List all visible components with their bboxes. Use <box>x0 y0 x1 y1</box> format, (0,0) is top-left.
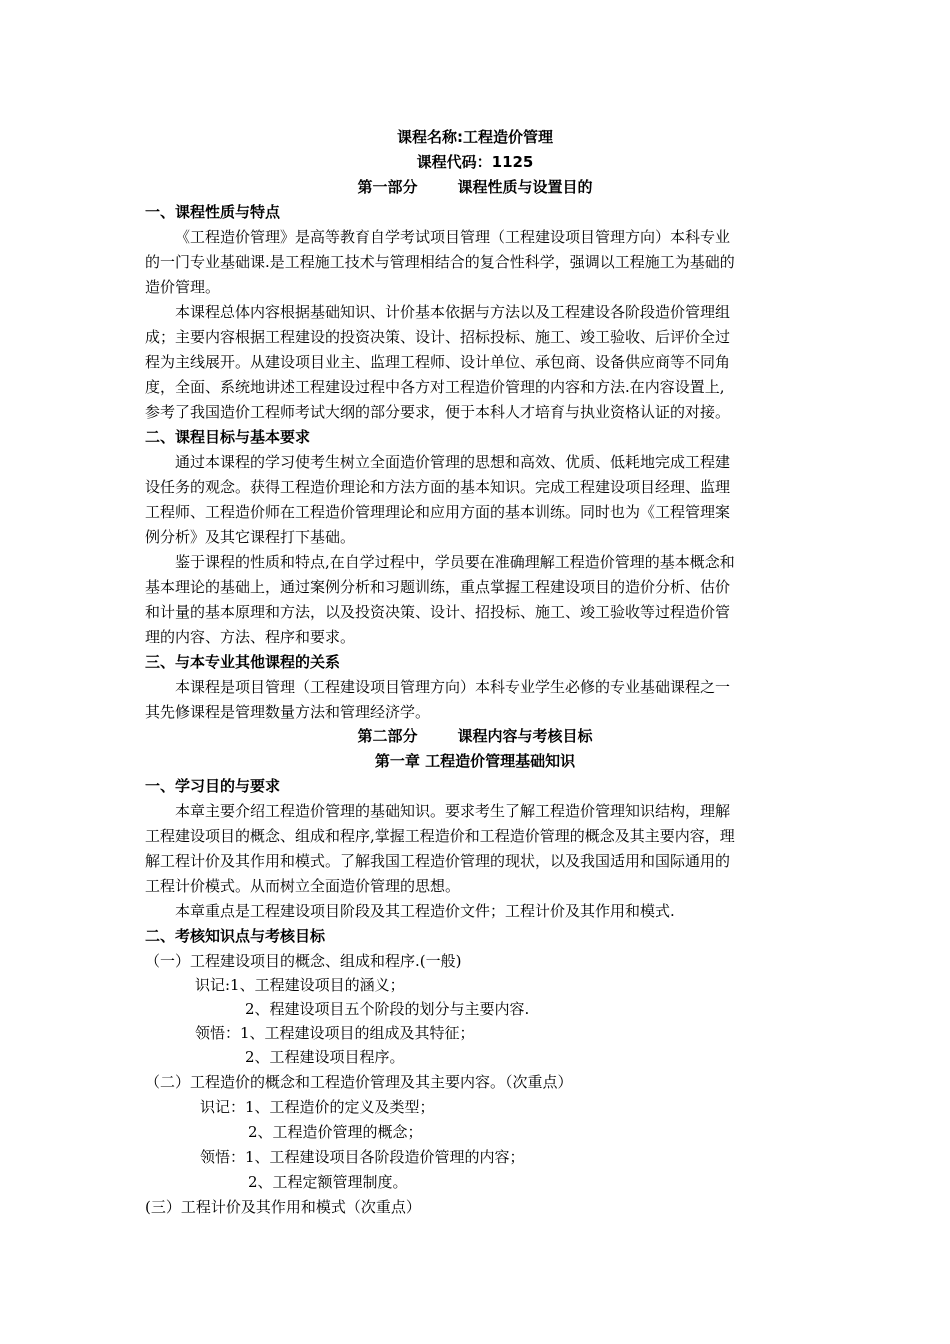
list-item: 2、工程造价管理的概念； <box>248 1123 423 1141</box>
paragraph-line: 通过本课程的学习使考生树立全面造价管理的思想和高效、优质、低耗地完成工程建 <box>175 453 731 471</box>
paragraph-line: 本章重点是工程建设项目阶段及其工程造价文件；工程计价及其作用和模式. <box>175 902 675 920</box>
list-item: 2、程建设项目五个阶段的划分与主要内容. <box>245 1000 530 1018</box>
paragraph-line: 鉴于课程的性质和特点,在自学过程中，学员要在准确理解工程造价管理的基本概念和 <box>175 553 735 571</box>
paragraph-line: 工程计价模式。从而树立全面造价管理的思想。 <box>145 877 461 895</box>
paragraph-line: 成；主要内容根据工程建设的投资决策、设计、招标投标、施工、竣工验收、后评价全过 <box>145 328 731 346</box>
paragraph-line: 《工程造价管理》是高等教育自学考试项目管理（工程建设项目管理方向）本科专业 <box>175 228 731 246</box>
part2-title <box>0 726 950 746</box>
list-item: 2、工程建设项目程序。 <box>245 1048 405 1066</box>
list-item: 领悟：1、工程建设项目各阶段造价管理的内容； <box>200 1148 525 1166</box>
paragraph-line: 理的内容、方法、程序和要求。 <box>145 628 356 646</box>
list-item: （二）工程造价的概念和工程造价管理及其主要内容。（次重点） <box>145 1073 573 1091</box>
course-name: 课程名称:工程造价管理 <box>397 128 553 146</box>
part1-title-text: 课程性质与设置目的 <box>457 178 593 196</box>
paragraph-line: 例分析》及其它课程打下基础。 <box>145 528 356 546</box>
paragraph-line: 造价管理。 <box>145 278 221 296</box>
paragraph-line: 工程建设项目的概念、组成和程序,掌握工程造价和工程造价管理的概念及其主要内容，理 <box>145 827 735 845</box>
section-heading: 一、学习目的与要求 <box>145 777 281 795</box>
list-item: （一）工程建设项目的概念、组成和程序.(一般) <box>145 952 462 970</box>
part1-label: 第一部分 <box>357 178 418 196</box>
paragraph-line: 本课程是项目管理（工程建设项目管理方向）本科专业学生必修的专业基础课程之一 <box>175 678 731 696</box>
paragraph-line: 基本理论的基础上，通过案例分析和习题训练，重点掌握工程建设项目的造价分析、估价 <box>145 578 731 596</box>
list-item: 识记：1、工程造价的定义及类型； <box>200 1098 435 1116</box>
course-code: 课程代码：1125 <box>416 153 534 171</box>
paragraph-line: 参考了我国造价工程师考试大纲的部分要求，便于本科人才培育与执业资格认证的对接。 <box>145 403 731 421</box>
part2-label: 第二部分 <box>357 727 418 745</box>
paragraph-line: 解工程计价及其作用和模式。了解我国工程造价管理的现状，以及我国适用和国际通用的 <box>145 852 731 870</box>
paragraph-line: 和计量的基本原理和方法，以及投资决策、设计、招投标、施工、竣工验收等过程造价管 <box>145 603 731 621</box>
part2-title-text: 课程内容与考核目标 <box>457 727 593 745</box>
paragraph-line: 度，全面、系统地讲述工程建设过程中各方对工程造价管理的内容和方法.在内容设置上, <box>145 378 725 396</box>
section-heading: 二、考核知识点与考核目标 <box>145 927 326 945</box>
paragraph-line: 的一门专业基础课.是工程施工技术与管理相结合的复合性科学，强调以工程施工为基础的 <box>145 253 735 271</box>
section-heading: 三、与本专业其他课程的关系 <box>145 653 341 671</box>
section-heading: 二、课程目标与基本要求 <box>145 428 311 446</box>
paragraph-line: 本章主要介绍工程造价管理的基础知识。要求考生了解工程造价管理知识结构，理解 <box>175 802 731 820</box>
list-item: 2、工程定额管理制度。 <box>248 1173 408 1191</box>
list-item: (三）工程计价及其作用和模式（次重点） <box>145 1198 421 1216</box>
chapter-title: 第一章 工程造价管理基础知识 <box>374 752 576 770</box>
paragraph-line: 程为主线展开。从建设项目业主、监理工程师、设计单位、承包商、设备供应商等不同角 <box>145 353 731 371</box>
list-item: 识记:1、工程建设项目的涵义； <box>195 976 405 994</box>
list-item: 领悟：1、工程建设项目的组成及其特征； <box>195 1024 475 1042</box>
paragraph-line: 工程师、工程造价师在工程造价管理理论和应用方面的基本训练。同时也为《工程管理案 <box>145 503 731 521</box>
section-heading: 一、课程性质与特点 <box>145 203 281 221</box>
paragraph-line: 本课程总体内容根据基础知识、计价基本依据与方法以及工程建设各阶段造价管理组 <box>175 303 731 321</box>
paragraph-line: 其先修课程是管理数量方法和管理经济学。 <box>145 703 431 721</box>
paragraph-line: 设任务的观念。获得工程造价理论和方法方面的基本知识。完成工程建设项目经理、监理 <box>145 478 731 496</box>
part1-title <box>0 177 950 197</box>
